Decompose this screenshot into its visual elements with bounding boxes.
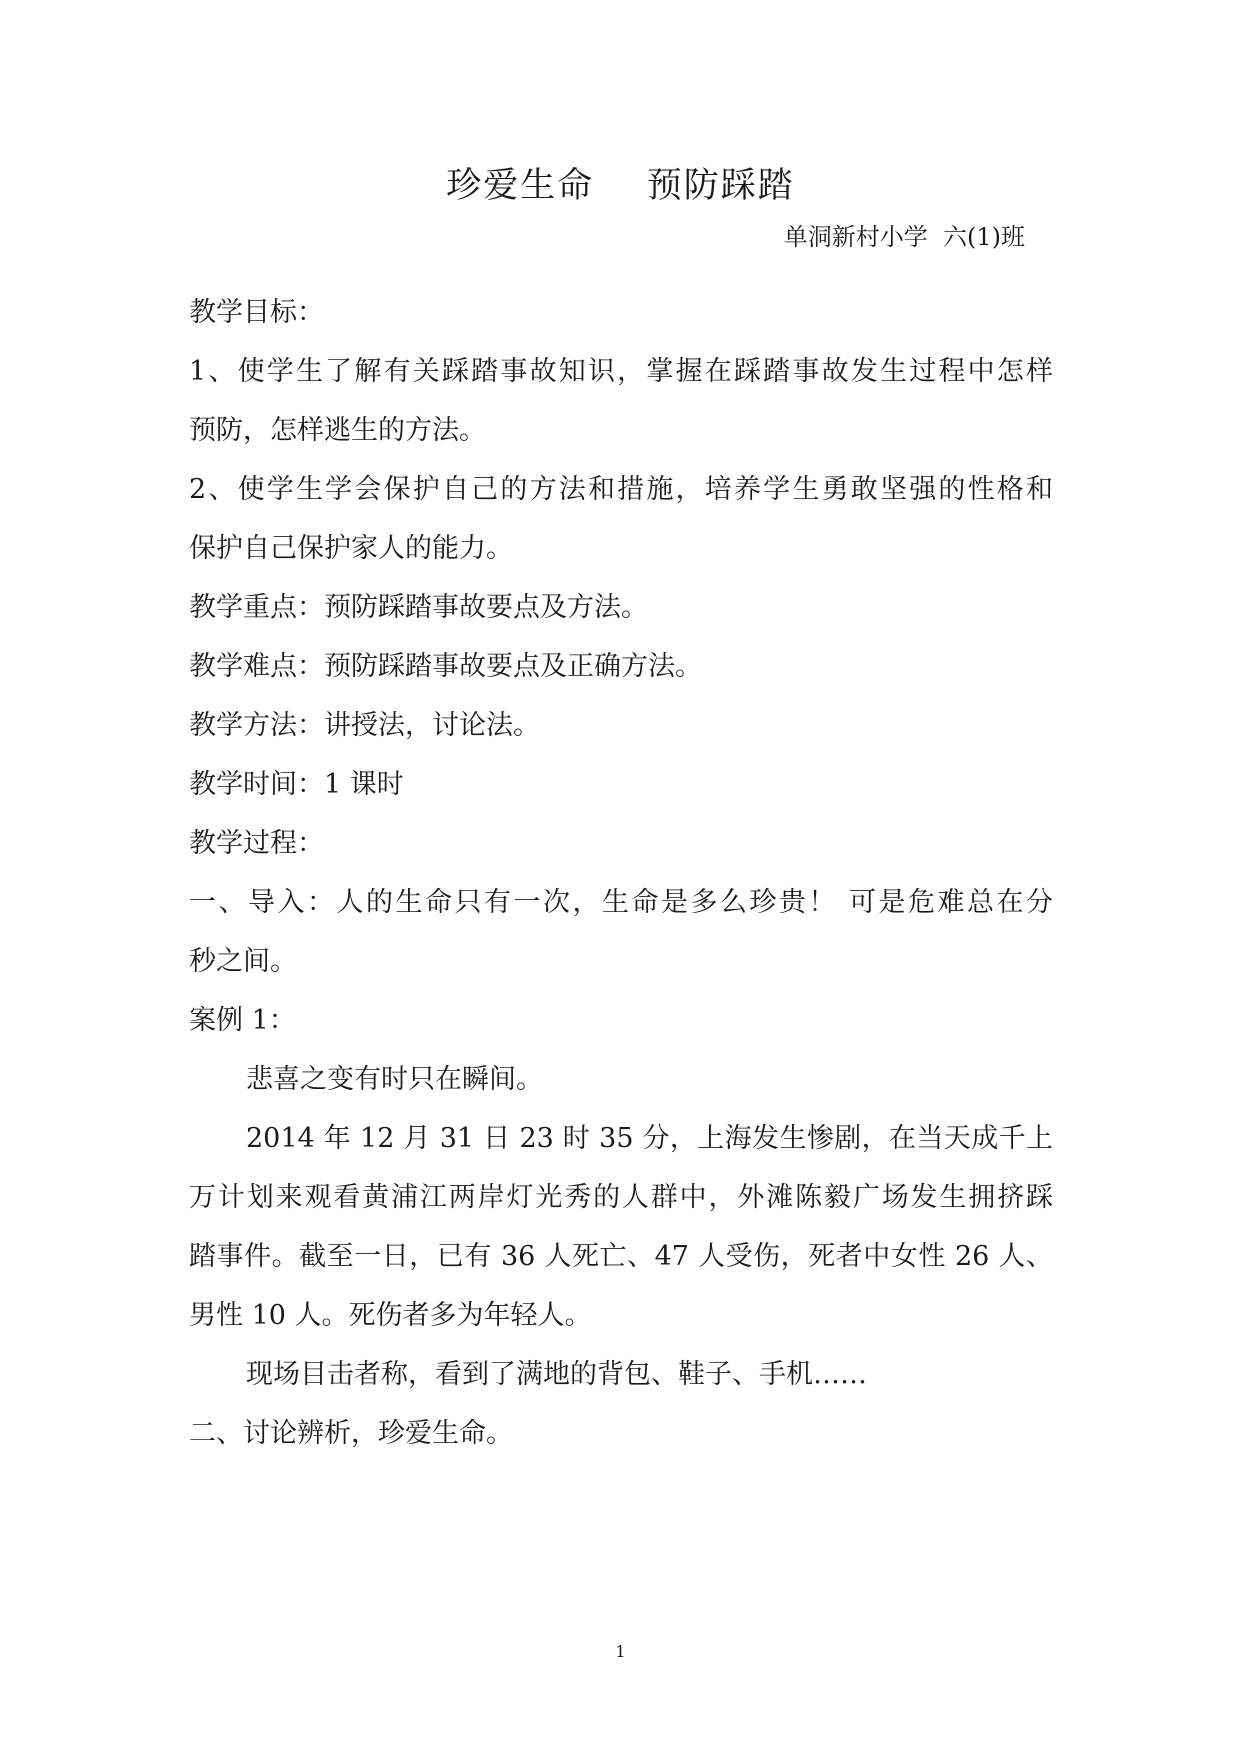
teaching-time: 教学时间：1 课时 <box>189 769 404 800</box>
case-1-heading: 案例 1： <box>189 1005 296 1036</box>
teaching-goals-heading: 教学目标： <box>189 297 324 328</box>
witness-line: 现场目击者称，看到了满地的背包、鞋子、手机…… <box>246 1359 867 1390</box>
teaching-key-point: 教学重点：预防踩踏事故要点及方法。 <box>189 592 648 623</box>
teaching-process-heading: 教学过程： <box>189 828 324 859</box>
case-1-para-line-4: 男性 10 人。死伤者多为年轻人。 <box>189 1300 592 1331</box>
case-1-lead: 悲喜之变有时只在瞬间。 <box>246 1064 543 1095</box>
intro-line-2: 秒之间。 <box>189 946 297 977</box>
goal-2-line-1: 2、使学生学会保护自己的方法和措施，培养学生勇敢坚强的性格和 <box>189 474 1053 505</box>
case-1-para-line-3: 踏事件。截至一日，已有 36 人死亡、47 人受伤，死者中女性 26 人、 <box>189 1241 1053 1272</box>
section-2-heading: 二、讨论辨析，珍爱生命。 <box>189 1418 513 1449</box>
case-1-para-line-2: 万计划来观看黄浦江两岸灯光秀的人群中，外滩陈毅广场发生拥挤踩 <box>189 1182 1053 1213</box>
case-1-para-line-1: 2014 年 12 月 31 日 23 时 35 分，上海发生惨剧，在当天成千上 <box>246 1123 1053 1154</box>
document-title: 珍爱生命 预防踩踏 <box>446 166 795 206</box>
document-subtitle: 单洞新村小学 六(1)班 <box>783 223 1025 251</box>
teaching-difficulty: 教学难点：预防踩踏事故要点及正确方法。 <box>189 651 702 682</box>
goal-2-line-2: 保护自己保护家人的能力。 <box>189 533 513 564</box>
page-number: 1 <box>615 1642 626 1661</box>
teaching-method: 教学方法：讲授法，讨论法。 <box>189 710 540 741</box>
goal-1-line-2: 预防，怎样逃生的方法。 <box>189 415 486 446</box>
intro-line-1: 一、导入：人的生命只有一次，生命是多么珍贵！ 可是危难总在分 <box>189 887 1053 918</box>
goal-1-line-1: 1、使学生了解有关踩踏事故知识，掌握在踩踏事故发生过程中怎样 <box>189 356 1053 387</box>
